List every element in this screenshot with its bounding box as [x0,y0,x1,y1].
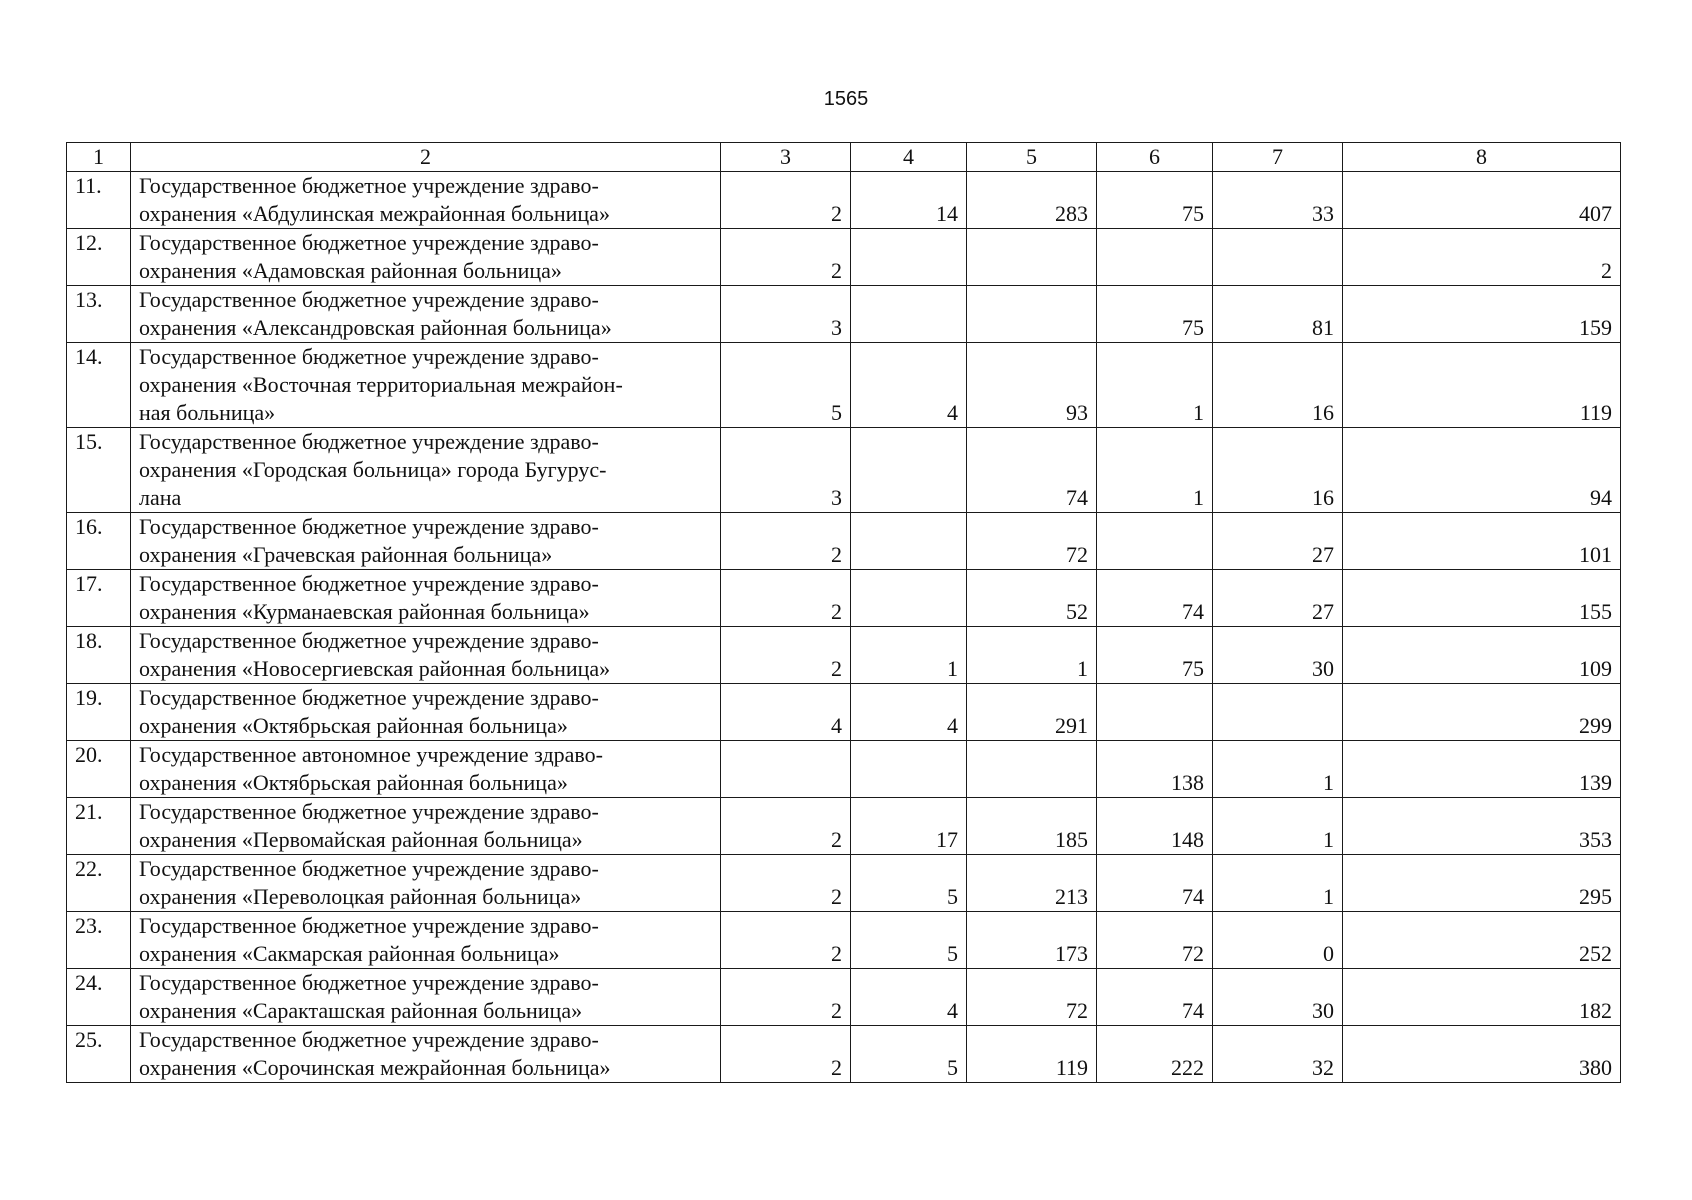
value-col-4: 4 [851,684,967,741]
institution-name [131,570,721,627]
institution-name-line: Государственное бюджетное учреждение здраво- [139,230,599,255]
value-col-3: 3 [721,286,851,343]
value-col-7: 1 [1213,798,1343,855]
value-col-8: 2 [1343,229,1621,286]
institution-name-line: Государственное бюджетное учреждение здраво- [139,856,599,881]
value-col-6: 74 [1097,855,1213,912]
value-col-6 [1097,229,1213,286]
value-col-7: 27 [1213,570,1343,627]
value-col-8: 182 [1343,969,1621,1026]
institution-name-line: Государственное бюджетное учреждение здраво- [139,287,599,312]
value-col-4: 17 [851,798,967,855]
institution-name-line: лана [139,485,182,510]
value-col-5: 52 [967,570,1097,627]
value-col-8: 353 [1343,798,1621,855]
table-row [67,513,1621,570]
value-col-8: 295 [1343,855,1621,912]
institution-name [131,1026,721,1083]
value-col-5: 72 [967,513,1097,570]
row-number: 21. [67,798,131,855]
table-row [67,855,1621,912]
value-col-3: 5 [721,343,851,428]
row-number: 16. [67,513,131,570]
header-row [67,143,1621,172]
value-col-4 [851,570,967,627]
value-col-5: 283 [967,172,1097,229]
institution-name [131,343,721,428]
value-col-4: 5 [851,912,967,969]
value-col-4: 4 [851,343,967,428]
table-row [67,684,1621,741]
institution-name-line: охранения «Восточная территориальная межрайон- [139,372,623,397]
institution-name-line: Государственное бюджетное учреждение здраво- [139,571,599,596]
column-header-2: 2 [131,143,721,172]
table-row [67,172,1621,229]
table-row [67,1026,1621,1083]
row-number: 12. [67,229,131,286]
value-col-5: 72 [967,969,1097,1026]
column-header-6: 6 [1097,143,1213,172]
value-col-5: 1 [967,627,1097,684]
value-col-6 [1097,513,1213,570]
value-col-4 [851,428,967,513]
institution-name-line: охранения «Грачевская районная больница» [139,542,553,567]
value-col-7: 30 [1213,969,1343,1026]
table-row [67,798,1621,855]
value-col-3: 2 [721,798,851,855]
institution-name-line: охранения «Первомайская районная больница» [139,827,583,852]
table-row [67,428,1621,513]
value-col-6: 74 [1097,570,1213,627]
institution-name-line: охранения «Октябрьская районная больница» [139,770,568,795]
institution-name-line: охранения «Адамовская районная больница» [139,258,562,283]
value-col-8: 252 [1343,912,1621,969]
institution-name [131,286,721,343]
value-col-5: 173 [967,912,1097,969]
value-col-7 [1213,229,1343,286]
column-header-7: 7 [1213,143,1343,172]
value-col-6: 72 [1097,912,1213,969]
value-col-3: 4 [721,684,851,741]
table-row [67,912,1621,969]
value-col-3: 2 [721,969,851,1026]
value-col-3: 3 [721,428,851,513]
institution-name [131,798,721,855]
value-col-7: 0 [1213,912,1343,969]
column-header-3: 3 [721,143,851,172]
institution-name [131,513,721,570]
institution-name [131,172,721,229]
institution-name [131,229,721,286]
institution-name [131,741,721,798]
table-header [67,143,1621,172]
value-col-3: 2 [721,627,851,684]
value-col-6: 1 [1097,343,1213,428]
institution-name-line: Государственное бюджетное учреждение здраво- [139,429,599,454]
institution-name-line: охранения «Октябрьская районная больница» [139,713,568,738]
institution-name-line: охранения «Саракташская районная больница» [139,998,583,1023]
value-col-7: 27 [1213,513,1343,570]
value-col-3: 2 [721,172,851,229]
value-col-4 [851,229,967,286]
institution-name-line: охранения «Александровская районная больница» [139,315,612,340]
value-col-8: 119 [1343,343,1621,428]
value-col-8: 94 [1343,428,1621,513]
row-number: 24. [67,969,131,1026]
institution-name-line: Государственное бюджетное учреждение здраво- [139,913,599,938]
table-row [67,627,1621,684]
institution-name-line: Государственное бюджетное учреждение здраво- [139,173,599,198]
value-col-3: 2 [721,1026,851,1083]
value-col-5 [967,286,1097,343]
hospital-data-table [66,142,1621,1083]
institution-name-line: охранения «Городская больница» города Бугурус- [139,457,607,482]
value-col-4: 5 [851,855,967,912]
value-col-3: 2 [721,570,851,627]
value-col-4: 5 [851,1026,967,1083]
institution-name-line: охранения «Сорочинская межрайонная больница» [139,1055,611,1080]
value-col-5: 74 [967,428,1097,513]
institution-name-line: охранения «Переволоцкая районная больница» [139,884,582,909]
value-col-7: 30 [1213,627,1343,684]
value-col-6: 75 [1097,627,1213,684]
institution-name [131,969,721,1026]
value-col-4: 4 [851,969,967,1026]
institution-name-line: Государственное автономное учреждение здраво- [139,742,603,767]
value-col-5 [967,741,1097,798]
row-number: 25. [67,1026,131,1083]
value-col-7: 16 [1213,428,1343,513]
page-number: 1565 [823,88,869,110]
value-col-6: 1 [1097,428,1213,513]
row-number: 19. [67,684,131,741]
value-col-7: 1 [1213,741,1343,798]
value-col-7 [1213,684,1343,741]
row-number: 15. [67,428,131,513]
column-header-8: 8 [1343,143,1621,172]
row-number: 11. [67,172,131,229]
column-header-5: 5 [967,143,1097,172]
value-col-6: 148 [1097,798,1213,855]
institution-name [131,428,721,513]
value-col-6 [1097,684,1213,741]
value-col-7: 1 [1213,855,1343,912]
institution-name [131,912,721,969]
value-col-8: 101 [1343,513,1621,570]
row-number: 23. [67,912,131,969]
table-row [67,229,1621,286]
value-col-8: 380 [1343,1026,1621,1083]
column-header-4: 4 [851,143,967,172]
institution-name-line: Государственное бюджетное учреждение здраво- [139,1027,599,1052]
value-col-8: 139 [1343,741,1621,798]
value-col-7: 81 [1213,286,1343,343]
column-header-1: 1 [67,143,131,172]
institution-name-line: Государственное бюджетное учреждение здраво- [139,514,599,539]
value-col-8: 155 [1343,570,1621,627]
value-col-6: 138 [1097,741,1213,798]
value-col-5: 119 [967,1026,1097,1083]
row-number: 13. [67,286,131,343]
value-col-6: 75 [1097,172,1213,229]
institution-name-line: охранения «Новосергиевская районная больница» [139,656,611,681]
institution-name [131,684,721,741]
institution-name-line: охранения «Курманаевская районная больница» [139,599,590,624]
table-row [67,741,1621,798]
value-col-4 [851,513,967,570]
value-col-5: 93 [967,343,1097,428]
institution-name [131,627,721,684]
institution-name-line: охранения «Абдулинская межрайонная больница» [139,201,610,226]
value-col-4 [851,741,967,798]
table-row [67,570,1621,627]
row-number: 22. [67,855,131,912]
value-col-3: 2 [721,229,851,286]
value-col-6: 75 [1097,286,1213,343]
value-col-4: 14 [851,172,967,229]
value-col-7: 33 [1213,172,1343,229]
value-col-7: 16 [1213,343,1343,428]
table-row [67,286,1621,343]
institution-name-line: охранения «Сакмарская районная больница» [139,941,560,966]
value-col-8: 407 [1343,172,1621,229]
value-col-8: 109 [1343,627,1621,684]
value-col-6: 222 [1097,1026,1213,1083]
row-number: 20. [67,741,131,798]
row-number: 18. [67,627,131,684]
value-col-3: 2 [721,855,851,912]
value-col-4 [851,286,967,343]
value-col-5: 185 [967,798,1097,855]
value-col-5: 213 [967,855,1097,912]
institution-name-line: Государственное бюджетное учреждение здраво- [139,799,599,824]
institution-name-line: Государственное бюджетное учреждение здраво- [139,970,599,995]
table-body [67,172,1621,1083]
institution-name-line: Государственное бюджетное учреждение здраво- [139,344,599,369]
institution-name-line: Государственное бюджетное учреждение здраво- [139,685,599,710]
institution-name [131,855,721,912]
value-col-4: 1 [851,627,967,684]
value-col-8: 159 [1343,286,1621,343]
table-row [67,343,1621,428]
institution-name-line: Государственное бюджетное учреждение здраво- [139,628,599,653]
row-number: 14. [67,343,131,428]
value-col-3: 2 [721,912,851,969]
institution-name-line: ная больница» [139,400,276,425]
value-col-3: 2 [721,513,851,570]
table-row [67,969,1621,1026]
value-col-5 [967,229,1097,286]
value-col-7: 32 [1213,1026,1343,1083]
value-col-8: 299 [1343,684,1621,741]
value-col-5: 291 [967,684,1097,741]
row-number: 17. [67,570,131,627]
value-col-3 [721,741,851,798]
value-col-6: 74 [1097,969,1213,1026]
